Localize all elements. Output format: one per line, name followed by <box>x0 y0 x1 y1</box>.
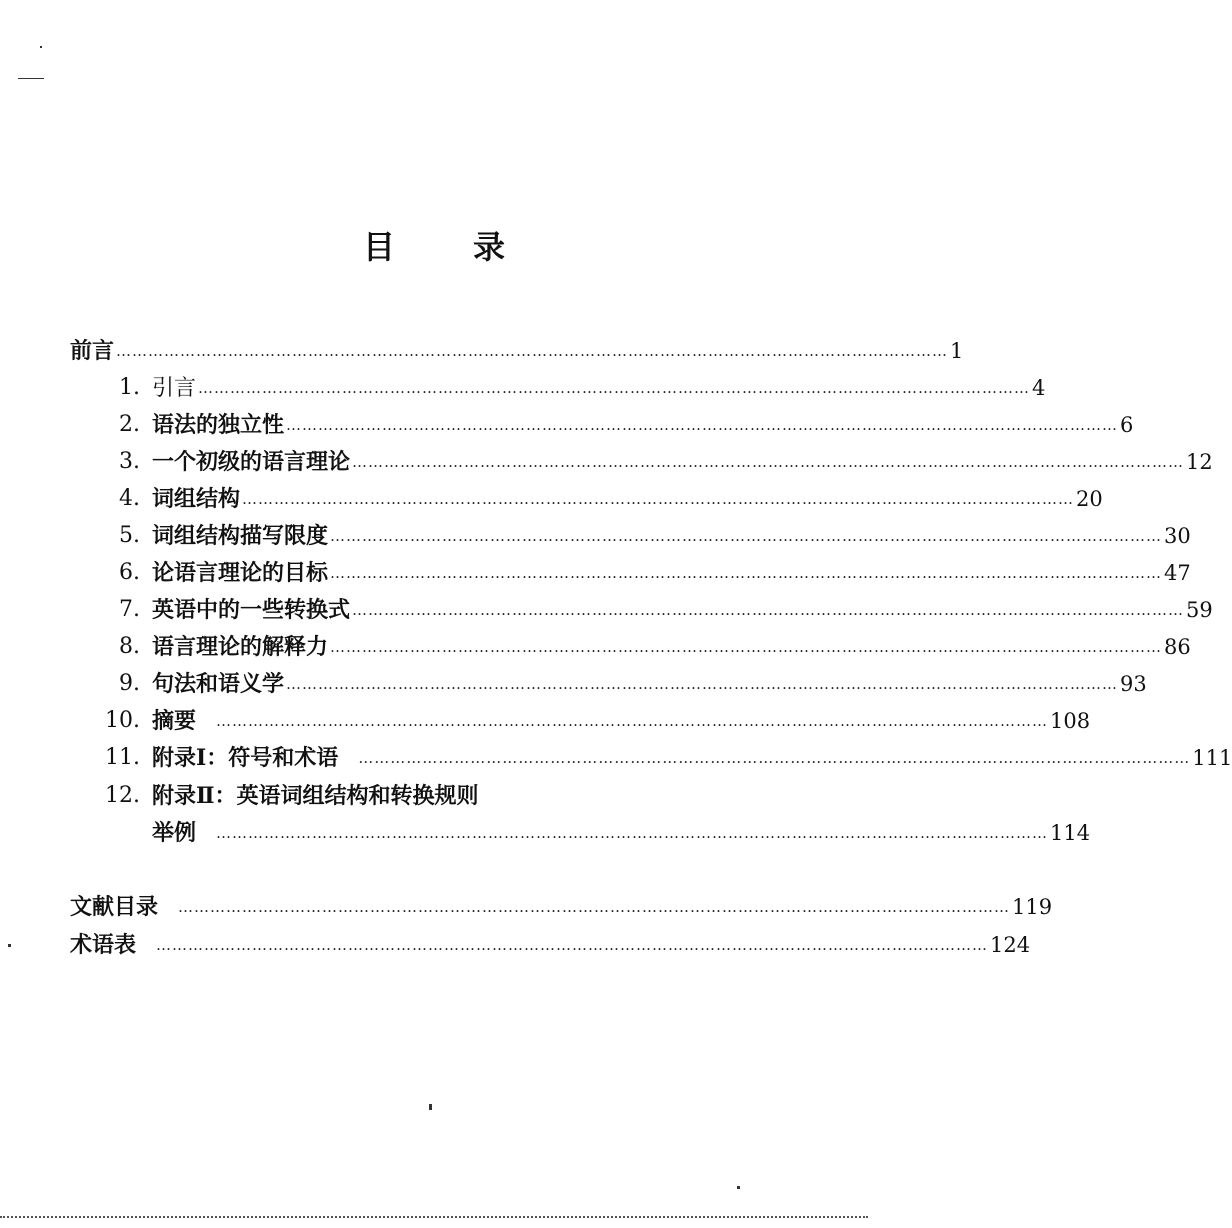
toc-entry-label: 论语言理论的目标 <box>152 560 329 586</box>
toc-entry-label-continued: 举例 <box>152 820 197 846</box>
toc-entry-preface[interactable] <box>70 336 964 366</box>
toc-entry-label: 英语中的一些转换式 <box>152 597 351 623</box>
toc-entry-page: 59 <box>1186 598 1213 622</box>
toc-entry-label: 句法和语义学 <box>152 671 285 697</box>
toc-entry-page: 1 <box>950 339 964 363</box>
toc-entry-page: 108 <box>1050 709 1091 733</box>
toc-entry-11[interactable] <box>105 743 1232 773</box>
toc-entry-label: 引言 <box>152 376 197 401</box>
toc-entry-7[interactable] <box>119 595 1213 625</box>
toc-entry-number: 11. <box>105 745 140 770</box>
toc-entry-glossary[interactable] <box>70 930 1031 960</box>
scan-speck <box>737 1186 740 1189</box>
toc-entry-number: 8. <box>119 634 140 659</box>
toc-entry-number: 6. <box>119 560 140 585</box>
toc-entry-12[interactable] <box>105 781 792 811</box>
toc-entry-number: 1. <box>119 375 140 400</box>
scan-speck <box>8 944 11 947</box>
page-title <box>0 222 868 268</box>
toc-entry-2[interactable] <box>119 410 1134 440</box>
toc-entry-label: 词组结构 <box>152 486 241 512</box>
toc-entry-number: 10. <box>105 708 140 733</box>
toc-entry-number: 2. <box>119 412 140 437</box>
toc-entry-9[interactable] <box>119 669 1147 699</box>
title-char-2: 录 <box>473 228 506 266</box>
scan-speck <box>18 78 44 79</box>
toc-entry-label: 词组结构描写限度 <box>152 523 329 549</box>
leader-dots: ………………………………………………………………………………………………………………………………………… <box>352 453 1185 471</box>
toc-entry-number: 12. <box>105 783 140 808</box>
leader-dots: ………………………………………………………………………………………………………………………………………… <box>358 749 1191 767</box>
toc-entry-page: 20 <box>1076 487 1103 511</box>
toc-entry-3[interactable] <box>119 447 1213 477</box>
leader-dots: ………………………………………………………………………………………………………………………………………… <box>216 712 1049 730</box>
leader-dots: ………………………………………………………………………………………………………………………………………… <box>352 601 1185 619</box>
toc-entry-page: 4 <box>1032 376 1046 400</box>
toc-entry-page: 86 <box>1164 635 1191 659</box>
leader-dots: ………………………………………………………………………………………………………………………………………… <box>178 898 1011 916</box>
scan-edge-line <box>0 1216 868 1218</box>
toc-entry-label: 语言理论的解释力 <box>152 634 329 660</box>
toc-entry-number: 3. <box>119 449 140 474</box>
toc-entry-8[interactable] <box>119 632 1191 662</box>
toc-entry-number: 4. <box>119 486 140 511</box>
toc-entry-page: 124 <box>990 933 1031 957</box>
toc-entry-page: 93 <box>1120 672 1147 696</box>
toc-entry-4[interactable] <box>119 484 1103 514</box>
toc-entry-label: 附录Ⅰ：符号和术语 <box>152 745 339 771</box>
toc-entry-label: 前言 <box>70 338 115 364</box>
leader-dots: ………………………………………………………………………………………………………………………………………… <box>198 379 1031 397</box>
toc-entry-10[interactable] <box>105 706 1091 736</box>
leader-dots: ………………………………………………………………………………………………………………………………………… <box>156 936 989 954</box>
toc-entry-label: 术语表 <box>70 932 137 958</box>
toc-entry-label: 附录Ⅱ：英语词组结构和转换规则 <box>152 783 479 809</box>
toc-entry-page: 47 <box>1164 561 1191 585</box>
leader-dots: ………………………………………………………………………………………………………………………………………… <box>330 527 1163 545</box>
leader-dots: ………………………………………………………………………………………………………………………………………… <box>286 675 1119 693</box>
toc-entry-bibliography[interactable] <box>70 892 1053 922</box>
leader-dots: ………………………………………………………………………………………………………………………………………… <box>286 416 1119 434</box>
toc-entry-12-continued[interactable] <box>152 818 1091 848</box>
toc-entry-page: 30 <box>1164 524 1191 548</box>
toc-entry-page: 111 <box>1192 746 1232 770</box>
toc-entry-page: 114 <box>1050 821 1091 845</box>
toc-entry-number: 7. <box>119 597 140 622</box>
toc-entry-label: 语法的独立性 <box>152 412 285 438</box>
toc-entry-number: 5. <box>119 523 140 548</box>
toc-entry-label: 文献目录 <box>70 894 159 920</box>
toc-entry-label: 一个初级的语言理论 <box>152 449 351 475</box>
toc-entry-page: 12 <box>1186 450 1213 474</box>
toc-entry-page: 119 <box>1012 895 1053 919</box>
leader-dots: ………………………………………………………………………………………………………………………………………… <box>330 564 1163 582</box>
scan-speck <box>429 1104 432 1110</box>
toc-entry-label: 摘要 <box>152 708 197 734</box>
toc-entry-5[interactable] <box>119 521 1191 551</box>
leader-dots: ………………………………………………………………………………………………………………………………………… <box>216 824 1049 842</box>
toc-entry-6[interactable] <box>119 558 1191 588</box>
toc-entry-1[interactable] <box>119 373 1046 403</box>
leader-dots: ………………………………………………………………………………………………………………………………………… <box>242 490 1075 508</box>
title-char-1: 目 <box>362 228 395 266</box>
leader-dots: ………………………………………………………………………………………………………………………………………… <box>330 638 1163 656</box>
leader-dots: ………………………………………………………………………………………………………………………………………… <box>116 342 949 360</box>
toc-entry-page: 6 <box>1120 413 1134 437</box>
scan-speck <box>40 46 42 48</box>
toc-entry-number: 9. <box>119 671 140 696</box>
